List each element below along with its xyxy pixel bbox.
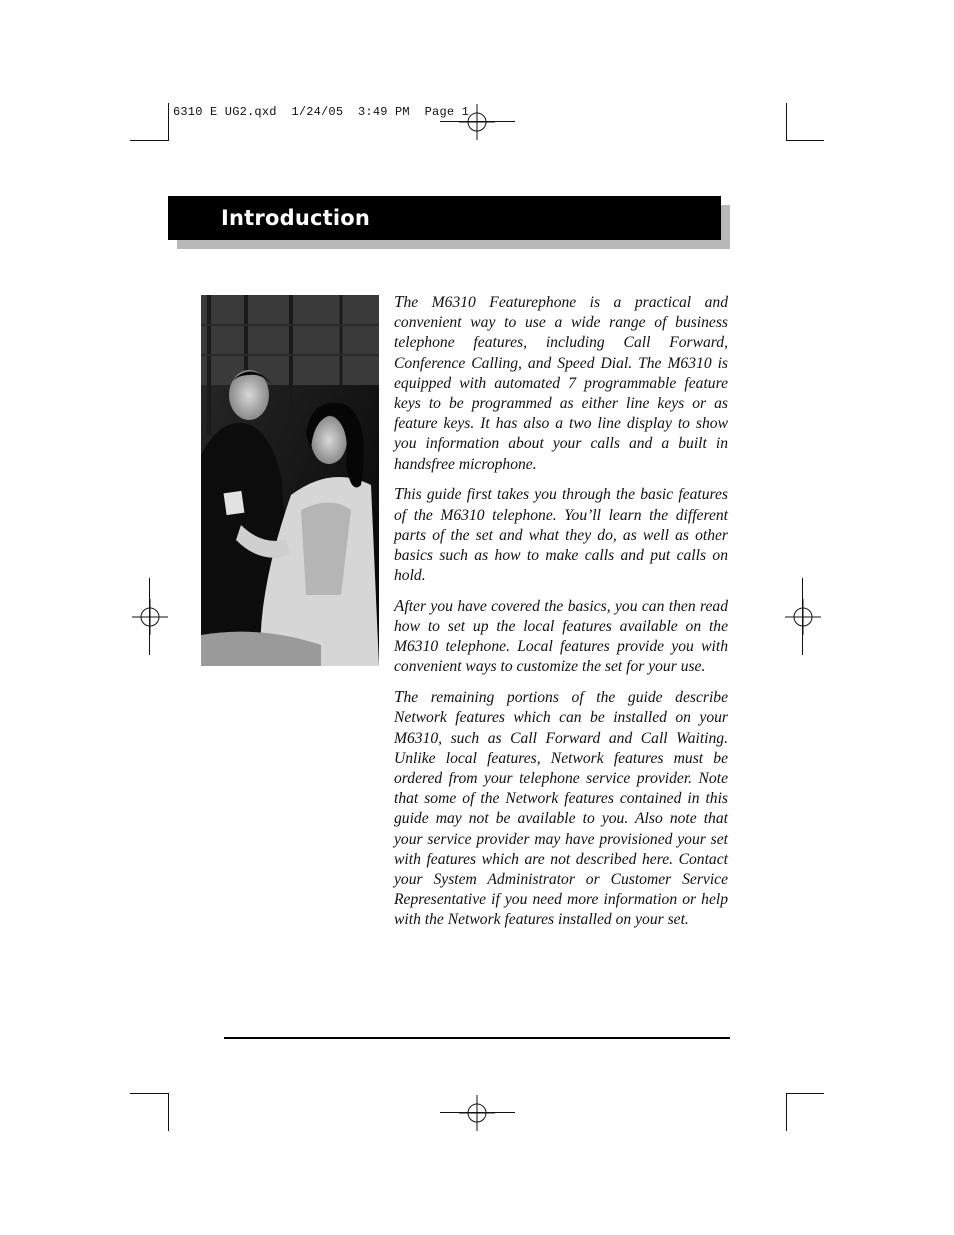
crop-mark-top-right-h [786, 140, 824, 141]
paragraph-1: The M6310 Featurephone is a practical and convenient way to use a wide range of business telephone features, including Call Forward, Conference Calling, and Speed Dial. The M6310 is equipped with automated 7 programmable feature keys to be programmed as either line keys or as feature keys. It has also a two line display to show you information about your calls and a built in handsfree microphone. [394, 292, 728, 473]
crop-mark-bottom-right-h [786, 1093, 824, 1094]
paragraph-2: This guide first takes you through the basic features of the M6310 telephone. You’ll learn the different parts of the set and what they do, as well as other basics such as how to make calls and put calls on hold. [394, 484, 728, 585]
paragraph-4: The remaining portions of the guide describe Network features which can be installed on your M6310, such as Call Forward and Call Waiting. Unlike local features, Network features must be ordered from your telephone service provider. Note that some of the Network features contained in this guide may not be available to you. Also note that your service provider may have provisioned your set with features which are not described here. Contact your System Administrator or Customer Service Representative if you need more information or help with the Network features installed on your set. [394, 687, 728, 929]
footer-rule [224, 1037, 730, 1039]
crop-mark-bottom-left-h [130, 1093, 168, 1094]
registration-line-left [149, 578, 150, 655]
photo-illustration [201, 295, 379, 666]
registration-line-top [440, 121, 515, 122]
crop-mark-bottom-right-v [786, 1093, 787, 1131]
crop-mark-top-left-h [130, 140, 168, 141]
registration-mark-bottom-icon [459, 1095, 495, 1131]
registration-line-bottom [440, 1112, 515, 1113]
crop-mark-top-right-v [786, 103, 787, 141]
intro-body-text [394, 292, 728, 940]
registration-mark-left-icon [132, 599, 168, 635]
print-slug: 6310 E UG2.qxd 1/24/05 3:49 PM Page 1 [173, 105, 470, 119]
section-title: Introduction [221, 206, 371, 230]
crop-mark-top-left-v [168, 103, 169, 141]
section-title-bar [168, 196, 721, 240]
crop-mark-bottom-left-v [168, 1093, 169, 1131]
office-people-photo [201, 295, 379, 666]
registration-line-right [802, 578, 803, 655]
registration-mark-right-icon [785, 599, 821, 635]
paragraph-3: After you have covered the basics, you can then read how to set up the local features available on the M6310 telephone. Local features provide you with convenient ways to customize the set for your use. [394, 595, 728, 676]
registration-mark-top-icon [459, 104, 495, 140]
